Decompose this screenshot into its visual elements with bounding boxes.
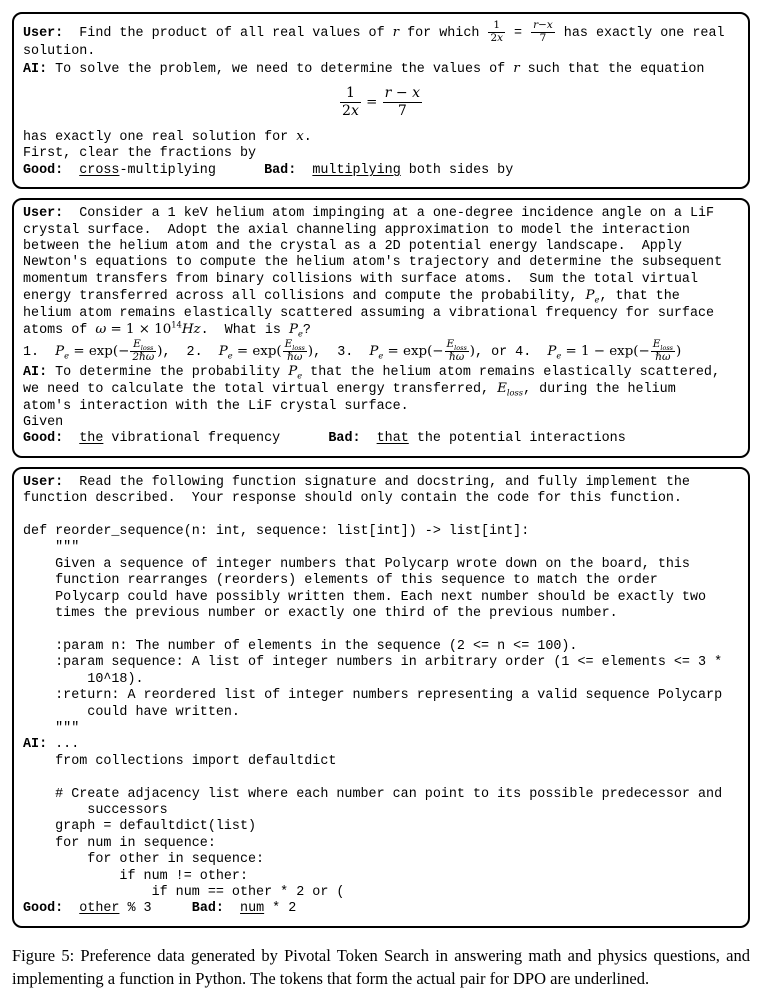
text-line: energy transferred across all collisions and compute the probability, $P_e$, that the xyxy=(23,288,680,305)
text-line: we need to calculate the total virtual energy transferred, $E_{loss}$, during the helium xyxy=(23,381,676,398)
text-line: AI: To determine the probability $P_e$ that the helium atom remains elastically scattered, xyxy=(23,363,720,381)
text-line xyxy=(23,508,739,524)
text-line: from collections import defaultdict xyxy=(23,753,337,769)
text-line: for num in sequence: xyxy=(23,835,216,851)
text-line: User: Find the product of all real values of r for which $\frac{1}{2x}$ = $\frac{r-x}{7}$ has exactly one real xyxy=(23,19,725,44)
fraction: $\frac{r - x}{7}$ xyxy=(384,85,421,120)
text-line: Newton's equations to compute the helium atom's trajectory and determine the subsequent xyxy=(23,255,723,271)
text-line: times the previous number or exactly one third of the previous number. xyxy=(23,606,618,622)
fraction: $\frac{r-x}{7}$ xyxy=(533,19,553,44)
text-line: could have written. xyxy=(23,704,240,720)
text-line: Good: cross-multiplying Bad: multiplying both sides by xyxy=(23,162,514,178)
text-line: :return: A reordered list of integer numbers representing a valid sequence Polycarp xyxy=(23,688,723,704)
text-line: First, clear the fractions by xyxy=(23,146,257,162)
text-line: :param n: The number of elements in the sequence (2 <= n <= 100). xyxy=(23,638,578,654)
text-line: atom's interaction with the LiF crystal surface. xyxy=(23,398,409,414)
text-line: AI: ... xyxy=(23,737,80,753)
text-line: Polycarp could have possibly written them. Each next number should be exactly two xyxy=(23,589,707,605)
text-line: Given a sequence of integer numbers that Polycarp wrote down on the board, this xyxy=(23,556,690,572)
text-line: 1. $P_e = \exp(-$ $\frac{E_{loss}}{\text{2ℏω}}$ ), 2. $P_e = \exp$( $\frac{E_{loss}}{\text{ℏω}}$ ), 3. $P_e = \exp(-$ $\frac{E_{loss}}{\text{ℏω}}$ ), or 4. $P_e = 1 - \exp(-$ $\frac{E_{loss}}{\text{ℏω}}$ ) xyxy=(23,338,682,364)
text-line: for other in sequence: xyxy=(23,852,265,868)
text-line: graph = defaultdict(list) xyxy=(23,819,257,835)
text-line: function rearranges (reorders) elements of this sequence to match the order xyxy=(23,573,658,589)
text-line: momentum transfers from binary collisions with surface atoms. Sum the total virtual xyxy=(23,271,698,287)
fraction: $\frac{E_{loss}}{\text{ℏω}}$ xyxy=(284,338,305,364)
example-box-python xyxy=(12,467,750,928)
text-line xyxy=(23,770,739,786)
text-line: User: Read the following function signature and docstring, and fully implement the xyxy=(23,474,690,490)
text-line: def reorder_sequence(n: int, sequence: list[int]) -> list[int]: xyxy=(23,524,530,540)
text-line: atoms of $\omega = 1 \times 10^{14}Hz$. What is $P_e$? xyxy=(23,319,311,339)
text-line: solution. xyxy=(23,44,96,60)
fraction: $\frac{E_{loss}}{\text{ℏω}}$ xyxy=(446,338,467,364)
text-line: """ xyxy=(23,540,80,556)
text-line: has exactly one real solution for x. xyxy=(23,128,312,145)
text-line: 10^18). xyxy=(23,671,144,687)
fraction: $\frac{E_{loss}}{\text{ℏω}}$ xyxy=(652,338,673,364)
text-line: Good: the vibrational frequency Bad: that the potential interactions xyxy=(23,431,626,447)
text-line: # Create adjacency list where each number can point to its possible predecessor and xyxy=(23,786,723,802)
fraction: $\frac{1}{2x}$ xyxy=(490,19,504,44)
example-box-math xyxy=(12,12,750,189)
fraction: $\frac{1}{2x}$ xyxy=(341,85,359,120)
text-line: Given xyxy=(23,415,64,431)
fraction: $\frac{E_{loss}}{\text{2ℏω}}$ xyxy=(132,338,155,364)
text-line: """ xyxy=(23,720,80,736)
text-line: successors xyxy=(23,802,168,818)
text-line: if num != other: xyxy=(23,868,248,884)
example-box-physics xyxy=(12,198,750,458)
figure-caption: Figure 5: Preference data generated by Pivotal Token Search in answering math and physics questions, and implementing a function in Python. The tokens that form the actual pair for DPO are underlined. xyxy=(12,945,750,988)
text-line: if num == other * 2 or ( xyxy=(23,884,345,900)
text-line xyxy=(23,623,739,639)
text-line: helium atom remains elastically scattered assuming a vibrational frequency for surface xyxy=(23,305,715,321)
text-line: between the helium atom and the crystal as a 2D potential energy landscape. Apply xyxy=(23,239,682,254)
text-line: :param sequence: A list of integer numbers in arbitrary order (1 <= elements <= 3 * xyxy=(23,655,723,671)
text-line: Good: other % 3 Bad: num * 2 xyxy=(23,901,297,917)
text-line: AI: To solve the problem, we need to determine the values of r such that the equation xyxy=(23,60,705,77)
text-line: $\frac{1}{2x}$ = $\frac{r - x}{7}$ xyxy=(341,85,421,120)
text-line: User: Consider a 1 keV helium atom impinging at a one-degree incidence angle on a LiF xyxy=(23,206,715,222)
text-line: crystal surface. Adopt the axial channeling approximation to model the interaction xyxy=(23,222,690,238)
text-line: function described. Your response should only contain the code for this function. xyxy=(23,491,682,507)
